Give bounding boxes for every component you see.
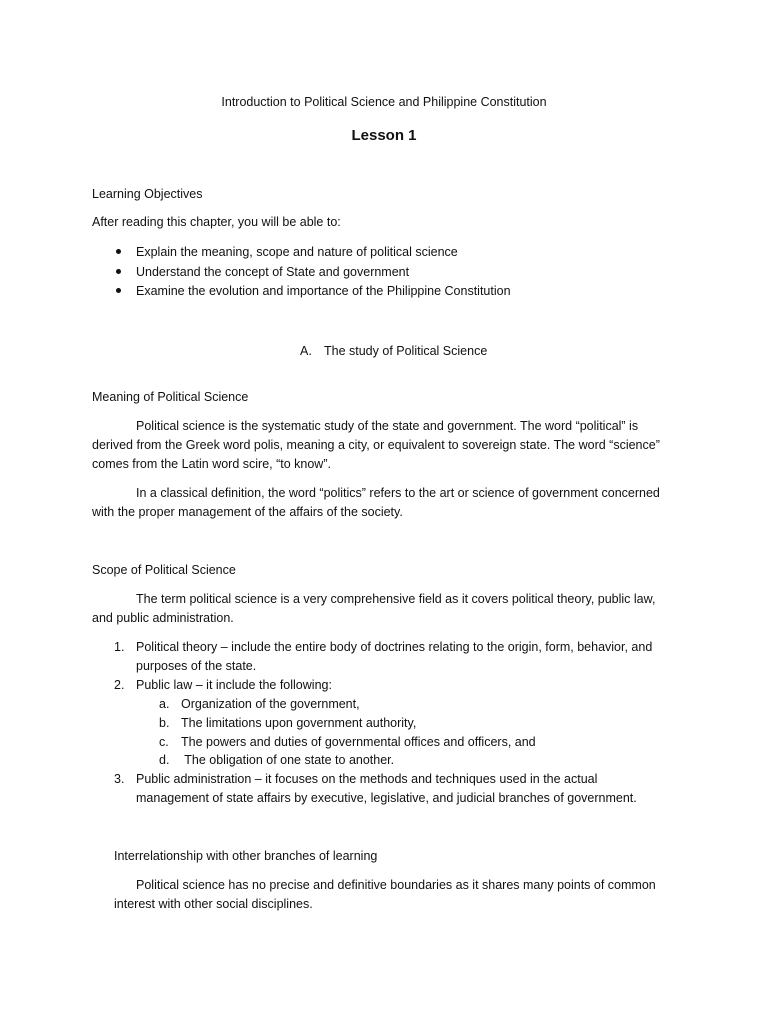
section-label: A. <box>300 344 312 358</box>
objective-item: Examine the evolution and importance of the Philippine Constitution <box>136 284 511 298</box>
bullet-dot <box>116 269 121 274</box>
section-title: The study of Political Science <box>324 344 488 358</box>
lesson-heading: Lesson 1 <box>351 127 417 144</box>
list-item: Political theory – include the entire body of doctrines relating to the origin, form, behavior, and <box>136 640 653 654</box>
paragraph-line: derived from the Greek word polis, meaning a city, or equivalent to sovereign state. The word “science” <box>92 438 660 452</box>
sublist-letter: b. <box>159 716 170 730</box>
sublist-letter: a. <box>159 697 170 711</box>
list-item: management of state affairs by executive, legislative, and judicial branches of government. <box>136 791 637 805</box>
paragraph-line: In a classical definition, the word “politics” refers to the art or science of government concerned <box>136 486 660 500</box>
paragraph-line: Political science has no precise and definitive boundaries as it shares many points of common <box>136 878 656 892</box>
sublist-item: The obligation of one state to another. <box>181 753 395 767</box>
meaning-heading: Meaning of Political Science <box>92 390 249 404</box>
bullet-dot <box>116 288 121 293</box>
document-title: Introduction to Political Science and Philippine Constitution <box>221 95 547 109</box>
paragraph-line: comes from the Latin word scire, “to know”. <box>92 457 331 471</box>
objective-item: Explain the meaning, scope and nature of political science <box>136 245 458 259</box>
scope-heading: Scope of Political Science <box>92 563 236 577</box>
objective-item: Understand the concept of State and government <box>136 265 410 279</box>
paragraph-line: interest with other social disciplines. <box>114 897 313 911</box>
paragraph-line: with the proper management of the affairs of the society. <box>92 505 403 519</box>
paragraph-line: and public administration. <box>92 611 234 625</box>
bullet-dot <box>116 249 121 254</box>
list-item: purposes of the state. <box>136 659 257 673</box>
interrelationship-heading: Interrelationship with other branches of learning <box>114 849 378 863</box>
sublist-letter: d. <box>159 753 170 767</box>
sublist-letter: c. <box>159 735 169 749</box>
list-item: Public administration – it focuses on the methods and techniques used in the actual <box>136 772 598 786</box>
list-number: 1. <box>114 640 125 654</box>
sublist-item: The powers and duties of governmental offices and officers, and <box>181 735 536 749</box>
sublist-item: The limitations upon government authority, <box>181 716 417 730</box>
list-number: 3. <box>114 772 125 786</box>
objectives-intro: After reading this chapter, you will be able to: <box>92 215 341 229</box>
list-item: Public law – it include the following: <box>136 678 332 692</box>
list-number: 2. <box>114 678 125 692</box>
paragraph-line: The term political science is a very comprehensive field as it covers political theory, public law, <box>136 592 656 606</box>
paragraph-line: Political science is the systematic study of the state and government. The word “political” is <box>136 419 639 433</box>
sublist-item: Organization of the government, <box>181 697 360 711</box>
objectives-heading: Learning Objectives <box>92 187 203 201</box>
